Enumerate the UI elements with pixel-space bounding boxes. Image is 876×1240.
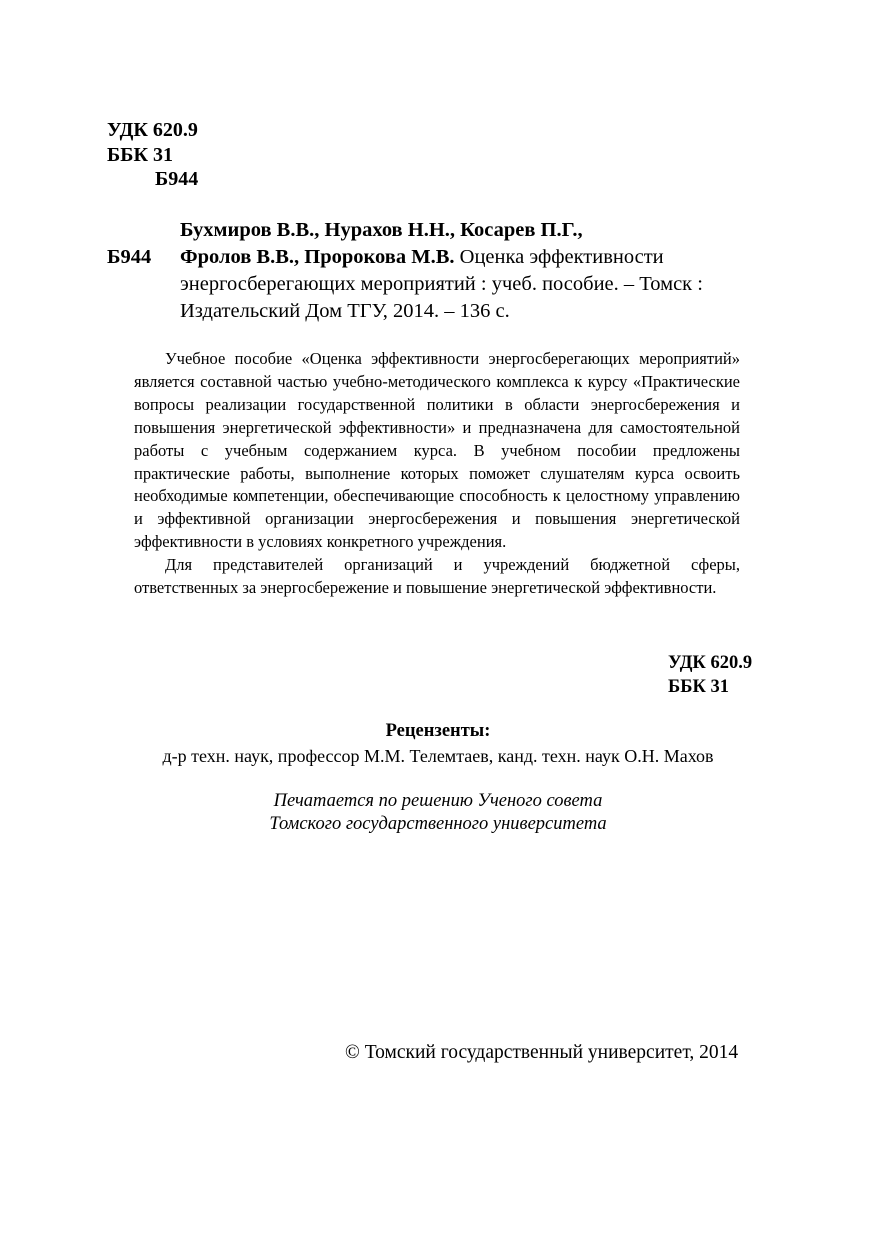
- copyright-notice: © Томский государственный университет, 2014: [345, 1042, 739, 1063]
- imprint-line-1: Печатается по решению Ученого совета: [273, 791, 603, 811]
- authors-line-1: Бухмиров В.В., Нурахов Н.Н., Косарев П.Г.,: [180, 219, 583, 241]
- classification-codes-top: [107, 118, 198, 192]
- book-title-continued: энергосберегающих мероприятий : учеб. пособие. – Томск :: [180, 273, 703, 295]
- author-mark: Б944: [155, 168, 199, 190]
- authors-line-2: Фролов В.В., Пророкова М.В.: [180, 246, 455, 268]
- reviewers-heading: Рецензенты:: [385, 721, 491, 741]
- publisher-info: Издательский Дом ТГУ, 2014. – 136 с.: [180, 300, 510, 322]
- bbk-code-bottom: ББК 31: [668, 677, 730, 697]
- bibliographic-record: [180, 217, 703, 325]
- author-cipher: Б944: [107, 246, 152, 268]
- annotation: [134, 348, 740, 600]
- bbk-code: ББК 31: [107, 143, 173, 166]
- udk-code-bottom: УДК 620.9: [668, 653, 753, 673]
- annotation-audience: Для представителей организаций и учреждений бюджетной сферы, ответственных за энергосбережение и повышение энергетической эффективности.: [134, 555, 740, 598]
- authors-title-line: [180, 244, 703, 271]
- udk-code: УДК 620.9: [107, 119, 198, 141]
- book-title-start: Оценка эффективности: [459, 246, 664, 268]
- classification-codes-bottom: [668, 651, 752, 699]
- reviewers-list: д-р техн. наук, профессор М.М. Телемтаев, канд. техн. наук О.Н. Махов: [162, 746, 714, 766]
- imprint-line-2: Томского государственного университета: [269, 814, 607, 834]
- imprint-note: [0, 790, 876, 836]
- annotation-paragraph: Учебное пособие «Оценка эффективности энергосберегающих мероприятий» является составной частью учебно-методического комплекса к курсу «Практические вопросы реализации государственной политики в области энергосбережения и повышения энергетической эффективности» и предназначена для самостоятельной работы с учебным содержанием курса. В учебном пособии предложены практические работы, выполнение которых поможет слушателям курса освоить необходимые компетенции, обеспечивающие способность к целостному управлению и эффективной организации энергосбережения и повышения энергетической эффективности в условиях конкретного учреждения.: [134, 349, 740, 552]
